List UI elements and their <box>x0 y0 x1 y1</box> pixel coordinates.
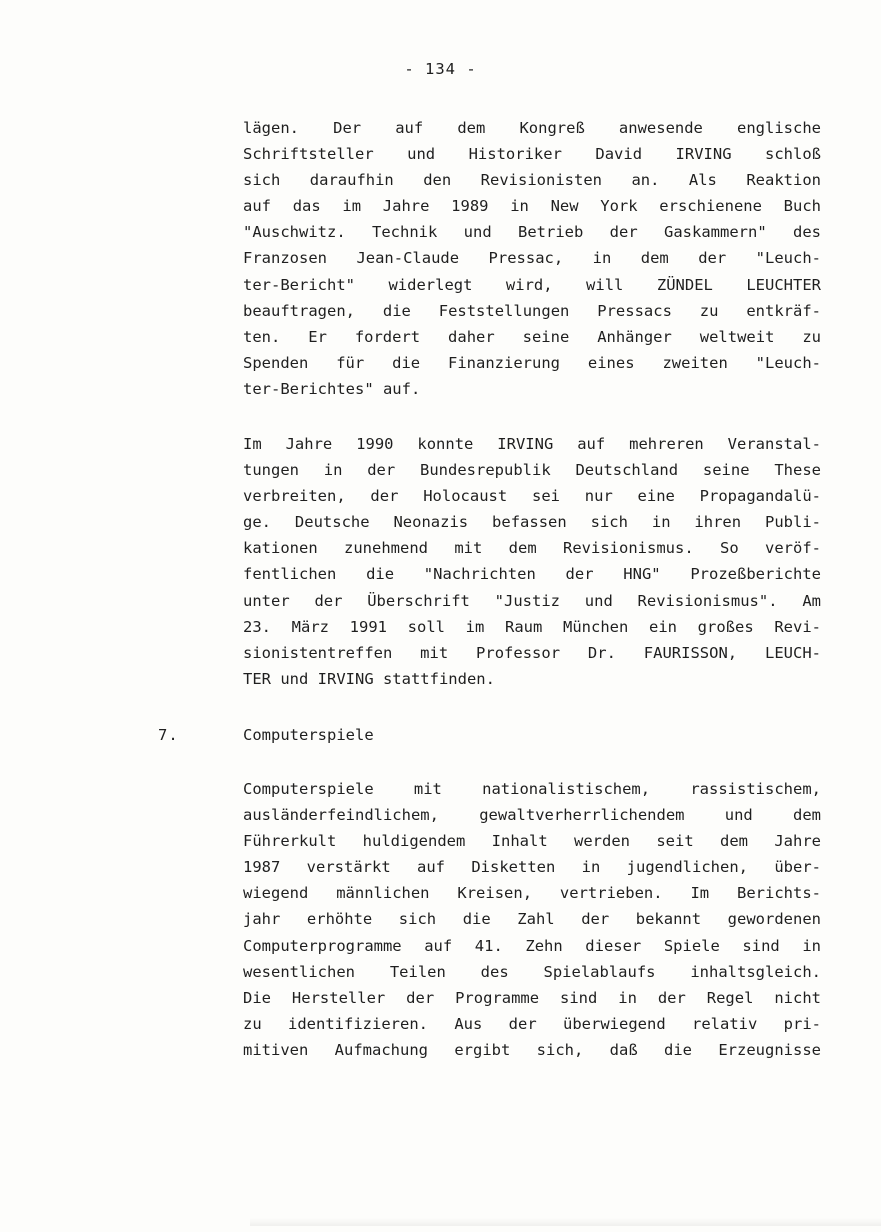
text-line: 23. März 1991 soll im Raum München ein großes Revi- <box>243 617 821 636</box>
text-line: lägen. Der auf dem Kongreß anwesende englische <box>243 119 821 137</box>
section-number: 7. <box>158 726 179 744</box>
text-line: mitiven Aufmachung ergibt sich, daß die Erzeugnisse <box>243 1040 821 1059</box>
text-line: tungen in der Bundesrepublik Deutschland seine These <box>243 461 821 480</box>
page-number: - 134 - <box>404 60 477 78</box>
text-line: sionistentreffen mit Professor Dr. FAURISSON, LEUCH- <box>243 643 821 662</box>
text-line: wiegend männlichen Kreisen, vertrieben. Im Berichts- <box>243 884 821 903</box>
text-line: beauftragen, die Feststellungen Pressacs zu entkräf- <box>243 301 821 320</box>
text-line: ten. Er fordert daher seine Anhänger weltweit zu <box>243 327 821 346</box>
text-line: TER und IRVING stattfinden. <box>243 669 495 688</box>
text-line: kationen zunehmend mit dem Revisionismus. So veröf- <box>243 539 821 558</box>
text-line: Computerprogramme auf 41. Zehn dieser Spiele sind in <box>243 936 821 955</box>
paragraph-irving-revisionists <box>243 115 821 402</box>
text-line: verbreiten, der Holocaust sei nur eine Propagandalü- <box>243 487 821 506</box>
text-line: Spenden für die Finanzierung eines zweiten "Leuch- <box>243 353 821 372</box>
text-line: unter der Überschrift "Justiz und Revisionismus". Am <box>243 591 821 610</box>
text-line: zu identifizieren. Aus der überwiegend relativ pri- <box>243 1014 821 1033</box>
text-line: fentlichen die "Nachrichten der HNG" Prozeßberichte <box>243 565 821 584</box>
text-line: wesentlichen Teilen des Spielablaufs inhaltsgleich. <box>243 962 821 981</box>
text-line: jahr erhöhte sich die Zahl der bekannt gewordenen <box>243 910 821 929</box>
paragraph-computer-games <box>243 776 821 1063</box>
text-line: 1987 verstärkt auf Disketten in jugendlichen, über- <box>243 858 821 877</box>
text-line: Computerspiele mit nationalistischem, rassistischem, <box>243 780 821 798</box>
paragraph-irving-1990 <box>243 431 821 692</box>
text-line: auf das im Jahre 1989 in New York erschienene Buch <box>243 197 821 216</box>
text-line: Im Jahre 1990 konnte IRVING auf mehreren Veranstal- <box>243 435 821 453</box>
text-line: Die Hersteller der Programme sind in der Regel nicht <box>243 988 821 1007</box>
section-heading: Computerspiele <box>243 726 374 744</box>
text-line: Führerkult huldigendem Inhalt werden seit dem Jahre <box>243 832 821 851</box>
scan-shadow <box>250 1218 881 1226</box>
text-line: sich daraufhin den Revisionisten an. Als Reaktion <box>243 171 821 190</box>
text-line: Franzosen Jean-Claude Pressac, in dem der "Leuch- <box>243 249 821 268</box>
text-line: ge. Deutsche Neonazis befassen sich in ihren Publi- <box>243 513 821 532</box>
text-line: ausländerfeindlichem, gewaltverherrlichendem und dem <box>243 806 821 825</box>
text-line: ter-Berichtes" auf. <box>243 379 421 398</box>
text-line: Schriftsteller und Historiker David IRVING schloß <box>243 145 821 164</box>
text-line: "Auschwitz. Technik und Betrieb der Gaskammern" des <box>243 223 821 242</box>
text-line: ter-Bericht" widerlegt wird, will ZÜNDEL LEUCHTER <box>243 275 821 294</box>
